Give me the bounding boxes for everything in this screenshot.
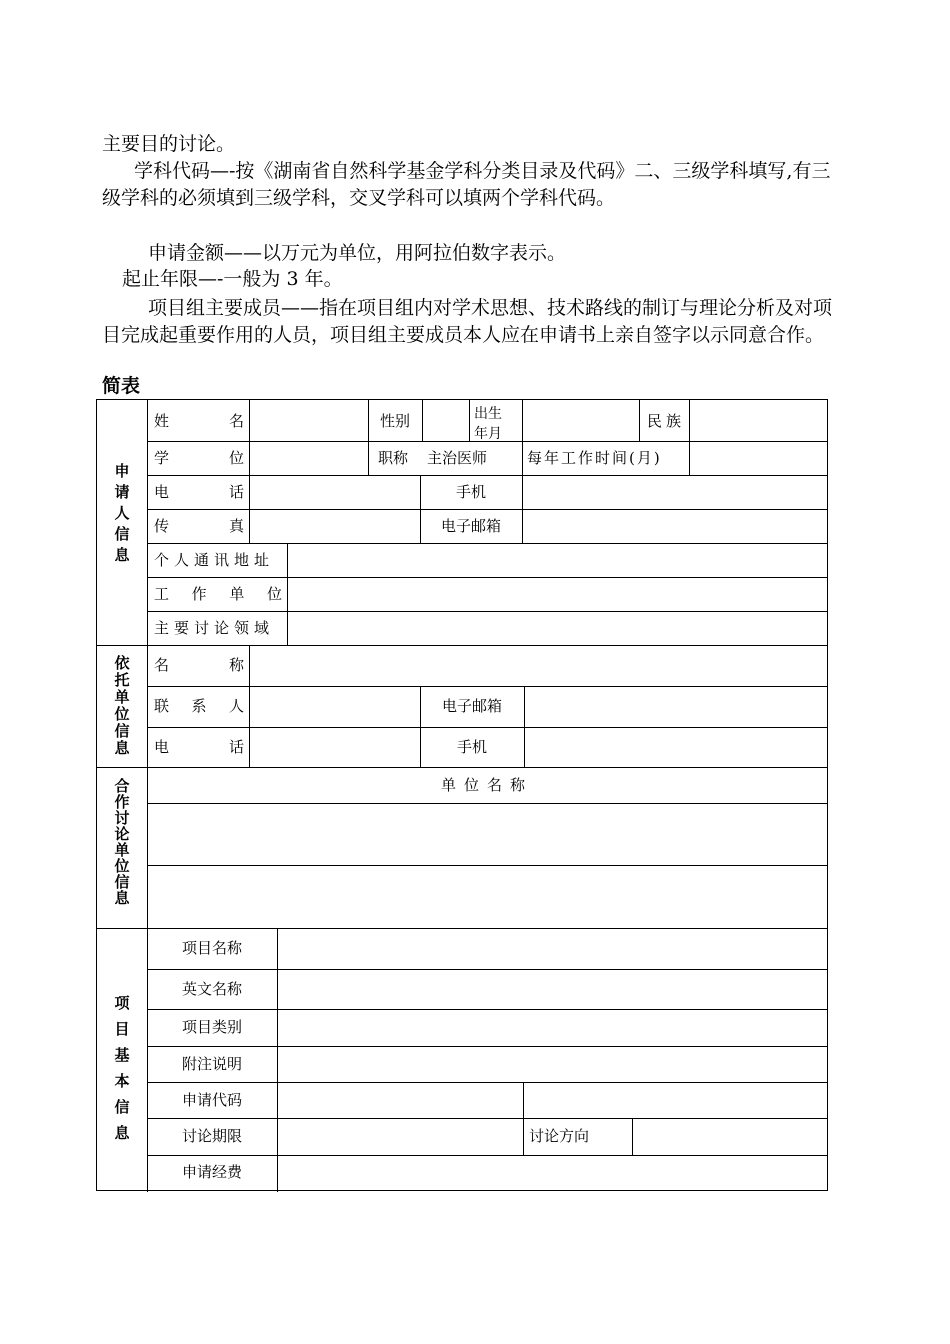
host-name-label: 名 称 bbox=[154, 656, 244, 674]
field-label: 主要讨论领域 bbox=[154, 619, 275, 637]
period-label: 讨论期限 bbox=[181, 1127, 242, 1145]
project-section-title: 项目基本信息 bbox=[114, 994, 130, 1142]
intro-paragraph-2: 学科代码—-按《湖南省自然科学基金学科分类目录及代码》二、三级学科填写,有三级学科的必须填到三级学科，交叉学科可以填两个学科代码。 bbox=[102, 160, 831, 209]
fax-label: 传 真 bbox=[154, 517, 244, 535]
intro-paragraph-5: 项目组主要成员——指在项目组内对学术思想、技术路线的制订与理论分析及对项目完成起重要作用的人员，项目组主要成员本人应在申请书上亲自签字以示同意合作。 bbox=[102, 297, 833, 346]
host-phone-label: 电 话 bbox=[154, 738, 244, 756]
host-unit-section-title: 依托单位信息 bbox=[114, 654, 130, 757]
name-label: 姓 名 bbox=[154, 412, 244, 430]
partner-section-title: 合作讨论单位信息 bbox=[114, 777, 130, 907]
english-name-label: 英文名称 bbox=[181, 980, 242, 998]
degree-label: 学 位 bbox=[154, 449, 244, 467]
work-time-label: 每年工作时间(月) bbox=[527, 449, 662, 467]
email-label: 电子邮箱 bbox=[440, 517, 501, 535]
contact-label: 联 系 人 bbox=[154, 697, 244, 715]
title-value: 主治医师 bbox=[427, 449, 488, 467]
direction-label: 讨论方向 bbox=[529, 1127, 590, 1145]
ethnicity-label: 民族 bbox=[647, 412, 686, 430]
code-label: 申请代码 bbox=[181, 1091, 242, 1109]
funding-label: 申请经费 bbox=[181, 1163, 242, 1181]
phone-label: 电 话 bbox=[154, 483, 244, 501]
employer-label: 工 作 单 位 bbox=[154, 585, 282, 603]
address-label: 个人通讯地址 bbox=[154, 551, 275, 569]
project-name-label: 项目名称 bbox=[181, 939, 242, 957]
notes-label: 附注说明 bbox=[181, 1055, 242, 1073]
host-email-label: 电子邮箱 bbox=[441, 697, 502, 715]
intro-paragraph-1: 主要目的讨论。 bbox=[102, 133, 236, 155]
partner-unit-name-label: 单位名称 bbox=[440, 776, 533, 794]
host-mobile-label: 手机 bbox=[456, 738, 487, 756]
applicant-section-title: 申请人信息 bbox=[114, 462, 130, 564]
title-label: 职称 bbox=[378, 449, 409, 467]
mobile-label: 手机 bbox=[455, 483, 486, 501]
intro-paragraph-4: 起止年限—-一般为 3 年。 bbox=[122, 268, 343, 290]
gender-label: 性别 bbox=[380, 412, 411, 430]
summary-form bbox=[96, 399, 828, 1191]
intro-paragraph-3: 申请金额——以万元为单位，用阿拉伯数字表示。 bbox=[148, 242, 567, 264]
birth-label: 出生年月 bbox=[474, 406, 502, 440]
form-heading: 简表 bbox=[102, 375, 141, 397]
category-label: 项目类别 bbox=[181, 1018, 242, 1036]
